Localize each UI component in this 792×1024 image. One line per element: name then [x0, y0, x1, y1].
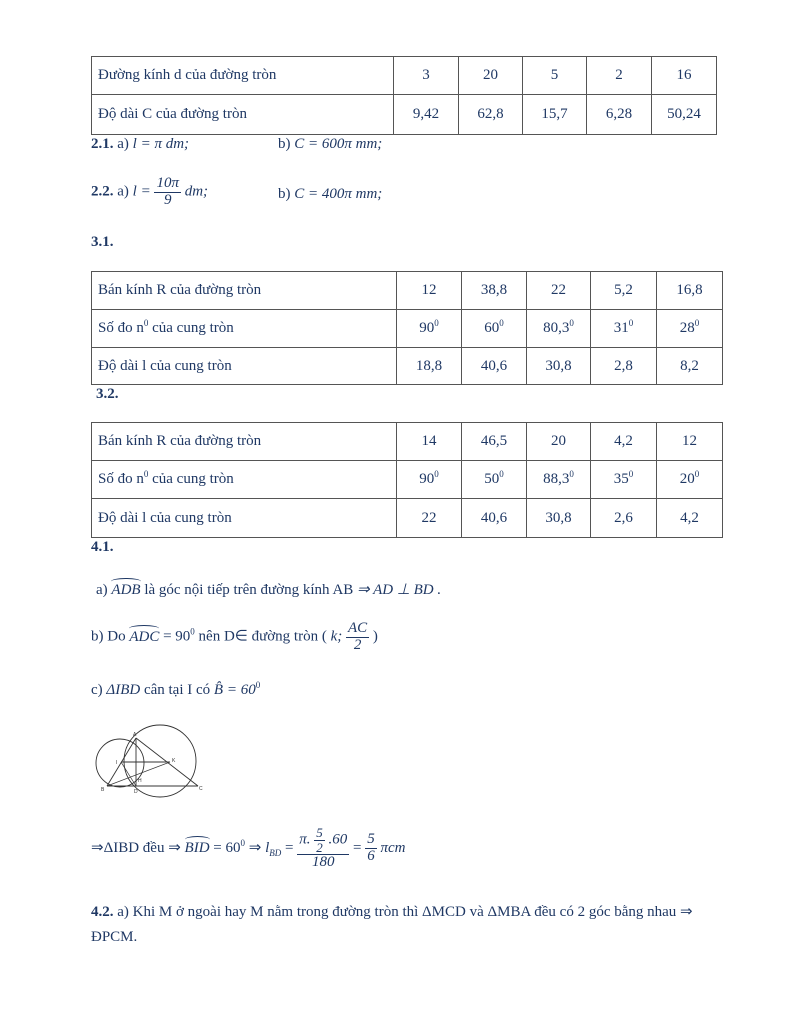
table-cell: 18,8	[397, 348, 462, 385]
formula: ⇒ AD ⊥ BD .	[357, 582, 442, 598]
exercise-3-2: 3.2.	[96, 386, 119, 402]
denominator: 9	[163, 191, 172, 208]
table-cell: 50,24	[652, 95, 717, 135]
table-cell: 46,5	[462, 423, 527, 461]
cell-value: 31	[613, 320, 629, 336]
arc-angle: ADB	[111, 582, 141, 598]
table-cell: 3	[394, 57, 459, 95]
equals: =	[352, 839, 362, 856]
table-cell: 20	[527, 423, 591, 461]
table-cell	[462, 461, 527, 499]
table-cell: 16	[652, 57, 717, 95]
exercise-2-1	[91, 136, 189, 153]
row-label	[92, 310, 397, 348]
table-row	[92, 310, 723, 348]
exercise-2-2-b	[278, 186, 382, 203]
inner-fraction	[314, 826, 325, 854]
table-cell: 20	[459, 57, 523, 95]
implies-arrow: ⇒	[248, 839, 262, 856]
small-circle	[96, 739, 144, 787]
arc-length-symbol: l	[265, 839, 270, 856]
fraction	[346, 621, 369, 654]
label-text: Số đo n	[98, 320, 144, 336]
row-label	[92, 461, 397, 499]
row-label: Bán kính R của đường tròn	[92, 272, 397, 310]
point-label: C	[199, 786, 203, 792]
arc-table-1	[91, 271, 723, 385]
table-cell	[657, 461, 723, 499]
table-cell: 30,8	[527, 499, 591, 538]
point-label: K	[172, 758, 176, 764]
exercise-number: 2.1.	[91, 136, 114, 152]
table-cell	[527, 461, 591, 499]
part-label: a)	[96, 582, 108, 598]
part-c	[91, 682, 260, 699]
circle-table	[91, 56, 717, 135]
degree-sup: 0	[569, 469, 574, 479]
table-cell: 2,6	[591, 499, 657, 538]
formula: C = 600π mm;	[294, 136, 383, 152]
numerator: 5	[367, 831, 375, 848]
cell-value: 90	[419, 320, 435, 336]
exercise-number: 4.2.	[91, 904, 114, 920]
table-cell: 38,8	[462, 272, 527, 310]
segment-id	[121, 762, 136, 786]
geometry-figure	[92, 724, 210, 800]
formula: = 90	[163, 628, 191, 645]
exercise-3-1: 3.1.	[91, 234, 114, 250]
table-cell: 4,2	[657, 499, 723, 538]
equals: =	[285, 839, 294, 856]
denominator: 180	[311, 854, 335, 871]
triangle: ΔIBD	[106, 682, 141, 698]
table-cell: 16,8	[657, 272, 723, 310]
cell-value: 80,3	[543, 320, 570, 336]
degree-sup: 0	[694, 318, 700, 328]
degree-sup: 0	[434, 318, 439, 328]
table-cell	[657, 310, 723, 348]
degree-sup: 0	[628, 469, 634, 479]
cell-value: 90	[419, 471, 435, 487]
table-row	[92, 348, 723, 385]
table-cell: 62,8	[459, 95, 523, 135]
fraction	[365, 832, 377, 865]
table-cell: 22	[397, 499, 462, 538]
point-label: H	[138, 778, 142, 784]
formula: C = 400π mm;	[294, 186, 383, 202]
degree-sup: 0	[190, 626, 195, 637]
exercise-4-2-line2: ĐPCM.	[91, 929, 138, 945]
cell-value: 20	[679, 471, 695, 487]
numerator: 10π	[156, 175, 179, 191]
unit: dm;	[184, 183, 209, 200]
degree-sup: 0	[499, 318, 504, 328]
degree-sup: 0	[569, 318, 574, 328]
table-row	[92, 272, 723, 310]
denominator: 2	[353, 636, 362, 653]
exercise-2-2	[91, 176, 208, 209]
part-b-label: b)	[278, 136, 291, 152]
table-cell	[462, 310, 527, 348]
label-text: của cung tròn	[148, 471, 234, 487]
table-row	[92, 423, 723, 461]
degree-sup: 0	[255, 680, 261, 690]
part-a	[96, 580, 441, 599]
cell-value: 60	[484, 320, 500, 336]
degree-sup: 0	[143, 469, 149, 479]
label-text: Số đo n	[98, 471, 144, 487]
table-cell: 30,8	[527, 348, 591, 385]
table-cell: 12	[397, 272, 462, 310]
numerator	[297, 826, 349, 855]
table-cell: 40,6	[462, 348, 527, 385]
table-cell	[397, 461, 462, 499]
arc-angle: BID	[184, 839, 210, 856]
row-label: Đường kính d của đường tròn	[92, 57, 394, 95]
arc-subscript: BD	[269, 847, 282, 858]
formula: k;	[330, 628, 343, 645]
statement-text: ⇒ΔIBD đều ⇒	[91, 839, 181, 856]
formula: l = π dm;	[132, 136, 190, 152]
table-cell: 15,7	[523, 95, 587, 135]
table-row	[92, 57, 717, 95]
part-b-label: b)	[278, 186, 291, 202]
table-cell: 8,2	[657, 348, 723, 385]
conclusion-formula	[91, 826, 405, 871]
unit: πcm	[380, 839, 406, 856]
part-a-label: a)	[117, 183, 129, 200]
numerator: 5	[316, 825, 323, 840]
point-label: A	[133, 732, 137, 738]
table-row	[92, 95, 717, 135]
denominator: 6	[367, 848, 375, 865]
table-cell: 2,8	[591, 348, 657, 385]
table-cell: 9,42	[394, 95, 459, 135]
exercise-4-1: 4.1.	[91, 539, 114, 555]
degree-sup: 0	[434, 469, 439, 479]
formula-lhs: l =	[132, 183, 151, 200]
row-label: Bán kính R của đường tròn	[92, 423, 397, 461]
degree-sup: 0	[694, 469, 700, 479]
cell-value: 28	[679, 320, 695, 336]
degree-sup: 0	[628, 318, 634, 328]
degree-sup: 0	[143, 318, 149, 328]
fraction	[154, 176, 181, 209]
exercise-4-2	[91, 902, 693, 921]
part-label: b) Do	[91, 628, 126, 645]
bracket: )	[372, 628, 378, 645]
exercise-2-1-b	[278, 136, 382, 153]
part-a-label: a)	[117, 136, 129, 152]
statement-text: a) Khi M ở ngoài hay M nằm trong đường tròn thì ΔMCD và ΔMBA đều có 2 góc bằng nhau ⇒	[117, 904, 693, 920]
table-row	[92, 499, 723, 538]
statement-text: nên D∈ đường tròn (	[198, 628, 327, 645]
table-cell: 5	[523, 57, 587, 95]
table-cell: 12	[657, 423, 723, 461]
degree-sup: 0	[240, 837, 245, 848]
row-label: Độ dài C của đường tròn	[92, 95, 394, 135]
part-b	[91, 621, 378, 654]
angle-formula: B̂ = 60	[213, 682, 256, 698]
statement-text: cân tại I có	[143, 682, 211, 698]
table-cell	[591, 461, 657, 499]
cell-value: 88,3	[543, 471, 570, 487]
table-cell: 5,2	[591, 272, 657, 310]
arc-angle: ADC	[129, 628, 160, 645]
exercise-number: 2.2.	[91, 183, 114, 200]
label-text: của cung tròn	[148, 320, 234, 336]
point-label: B	[101, 787, 105, 793]
denominator: 2	[316, 839, 323, 855]
fraction	[297, 826, 349, 871]
cell-value: 35	[613, 471, 629, 487]
statement-text: là góc nội tiếp trên đường kính AB	[144, 582, 354, 598]
arc-table-2	[91, 422, 723, 538]
degree-sup: 0	[499, 469, 504, 479]
table-cell: 4,2	[591, 423, 657, 461]
table-cell: 6,28	[587, 95, 652, 135]
table-cell	[527, 310, 591, 348]
row-label: Độ dài l của cung tròn	[92, 499, 397, 538]
point-label: I	[116, 760, 118, 766]
table-cell: 2	[587, 57, 652, 95]
table-cell: 40,6	[462, 499, 527, 538]
numerator: AC	[347, 620, 368, 636]
cell-value: 50	[484, 471, 500, 487]
table-cell	[591, 310, 657, 348]
point-label: D	[134, 789, 138, 795]
table-cell	[397, 310, 462, 348]
row-label: Độ dài l của cung tròn	[92, 348, 397, 385]
numerator-text: π.	[299, 831, 311, 848]
part-label: c)	[91, 682, 103, 698]
table-cell: 22	[527, 272, 591, 310]
table-cell: 14	[397, 423, 462, 461]
numerator-text: .60	[328, 831, 348, 848]
table-row	[92, 461, 723, 499]
formula: = 60	[213, 839, 241, 856]
